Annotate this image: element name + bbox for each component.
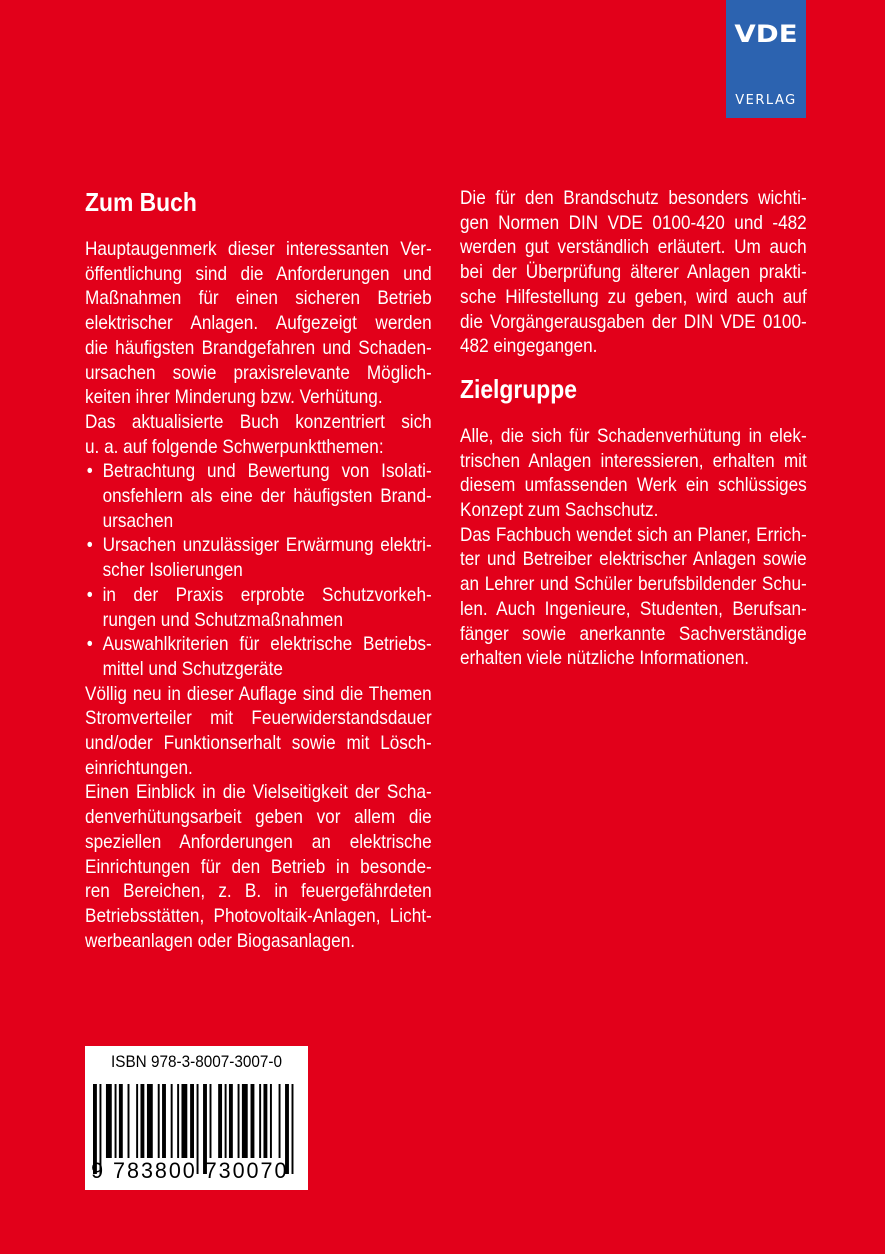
line-text: werbeanlagen oder Biogasanlagen. bbox=[85, 929, 356, 952]
barcode-bar bbox=[259, 1084, 261, 1158]
text-line bbox=[460, 424, 807, 449]
barcode-bar bbox=[190, 1084, 194, 1158]
text-line bbox=[460, 646, 807, 671]
isbn-barcode bbox=[85, 1046, 308, 1190]
barcode-bar bbox=[147, 1084, 153, 1158]
text-line bbox=[460, 572, 807, 597]
text-line bbox=[85, 706, 432, 731]
text-line bbox=[460, 310, 807, 335]
line-text: Alle, die sich für Schadenverhütung in elek- bbox=[460, 424, 807, 447]
logo-vde-text: VDE bbox=[734, 20, 798, 48]
line-text: ursachen bbox=[102, 509, 174, 532]
text-line bbox=[460, 473, 807, 498]
text-line bbox=[85, 558, 432, 583]
line-text: Das Fachbuch wendet sich an Planer, Errich- bbox=[460, 523, 807, 546]
line-text: onsfehlern als eine der häufigsten Brand- bbox=[102, 485, 432, 508]
bullet-icon: • bbox=[86, 633, 93, 656]
bullet-icon: • bbox=[86, 583, 93, 606]
right-column bbox=[460, 186, 807, 671]
text-line bbox=[85, 410, 432, 435]
barcode-bar bbox=[171, 1084, 173, 1158]
line-text: rungen und Schutzmaßnahmen bbox=[102, 608, 343, 631]
line-text: ter und Betreiber elektrischer Anlagen sowie bbox=[460, 548, 807, 571]
line-text: ursachen sowie praxisrelevante Möglich- bbox=[85, 361, 432, 384]
barcode-bar bbox=[270, 1084, 272, 1158]
line-text: denverhütungsarbeit geben vor allem die bbox=[85, 806, 432, 829]
barcode-bar bbox=[238, 1084, 240, 1158]
barcode-bar bbox=[229, 1084, 233, 1158]
text-line bbox=[460, 235, 807, 260]
line-text: Hauptaugenmerk dieser interessanten Ver- bbox=[85, 238, 432, 260]
text-line bbox=[85, 682, 432, 707]
line-text: und/oder Funktionserhalt sowie mit Lösch- bbox=[85, 732, 432, 755]
line-text: Einrichtungen für den Betrieb in besonde- bbox=[85, 855, 432, 878]
line-text: 482 eingegangen. bbox=[460, 335, 598, 358]
line-text: u. a. auf folgende Schwerpunktthemen: bbox=[85, 435, 384, 458]
text-line bbox=[85, 311, 432, 336]
barcode-bar bbox=[242, 1084, 248, 1158]
line-text: Völlig neu in dieser Auflage sind die Themen bbox=[85, 682, 432, 705]
line-text: erhalten viele nützliche Informationen. bbox=[460, 647, 750, 670]
line-text: keiten ihrer Minderung bzw. Verhütung. bbox=[85, 386, 383, 409]
text-line bbox=[85, 237, 432, 262]
text-line bbox=[85, 657, 432, 682]
text-line bbox=[85, 286, 432, 311]
line-text: Konzept zum Sachschutz. bbox=[460, 499, 659, 522]
line-text: Maßnahmen für einen sicheren Betrieb bbox=[85, 287, 432, 310]
bullet-item-line bbox=[85, 459, 432, 484]
line-text: sche Hilfestellung zu geben, wird auch auf bbox=[460, 285, 807, 308]
text-line bbox=[460, 186, 807, 211]
line-text: Betrachtung und Bewertung von Isolati- bbox=[102, 460, 432, 483]
text-line bbox=[460, 622, 807, 647]
barcode-bar bbox=[251, 1084, 255, 1158]
text-line bbox=[85, 855, 432, 880]
text-line bbox=[460, 547, 807, 572]
text-line bbox=[460, 334, 807, 359]
line-text: werden gut verständlich erläutert. Um auch bbox=[460, 236, 807, 259]
text-line bbox=[85, 756, 432, 781]
text-line bbox=[85, 879, 432, 904]
line-text: Das aktualisierte Buch konzentriert sich bbox=[85, 410, 432, 433]
barcode-bar bbox=[106, 1084, 112, 1158]
barcode-bar bbox=[181, 1084, 187, 1158]
line-text: Einen Einblick in die Vielseitigkeit der Scha- bbox=[85, 781, 432, 804]
text-line bbox=[85, 435, 432, 460]
text-line bbox=[85, 731, 432, 756]
line-text: die Vorgängerausgaben der DIN VDE 0100- bbox=[460, 310, 807, 333]
zielgruppe-text bbox=[460, 424, 807, 671]
text-line bbox=[85, 830, 432, 855]
line-text: mittel und Schutzgeräte bbox=[102, 657, 283, 680]
barcode-bar bbox=[218, 1084, 222, 1158]
line-text: an Lehrer und Schüler berufsbildender Schu- bbox=[460, 573, 807, 596]
text-line bbox=[460, 285, 807, 310]
barcode-bar bbox=[128, 1084, 130, 1158]
line-text: öffentlichung sind die Anforderungen und bbox=[85, 262, 432, 285]
bullet-item-line bbox=[85, 632, 432, 657]
text-line bbox=[85, 780, 432, 805]
text-line bbox=[85, 484, 432, 509]
barcode-bar bbox=[263, 1084, 267, 1158]
bullet-item-line bbox=[85, 583, 432, 608]
vde-verlag-logo bbox=[726, 0, 806, 118]
text-line bbox=[85, 929, 432, 954]
barcode-digits: 9 783800 730070 bbox=[91, 1158, 289, 1183]
isbn-label: ISBN 978-3-8007-3007-0 bbox=[111, 1052, 282, 1071]
bullet-icon: • bbox=[86, 460, 93, 483]
zum-buch-text bbox=[85, 237, 432, 953]
line-text: bei der Überprüfung älterer Anlagen prakti- bbox=[460, 261, 807, 284]
line-text: len. Auch Ingenieure, Studenten, Berufsan- bbox=[460, 597, 807, 620]
line-text: in der Praxis erprobte Schutzvorkeh- bbox=[102, 583, 432, 606]
bullet-item-line bbox=[85, 533, 432, 558]
line-text: Betriebsstätten, Photovoltaik-Anlagen, Licht- bbox=[85, 904, 432, 927]
text-line bbox=[85, 262, 432, 287]
barcode-bar bbox=[162, 1084, 166, 1158]
text-line bbox=[460, 449, 807, 474]
barcode-bar bbox=[279, 1084, 281, 1158]
line-text: diesem umfassenden Werk ein schlüssiges bbox=[460, 474, 807, 497]
line-text: elektrischer Anlagen. Aufgezeigt werden bbox=[85, 312, 432, 335]
line-text: Stromverteiler mit Feuerwiderstandsdauer bbox=[85, 707, 432, 730]
line-text: gen Normen DIN VDE 0100-420 und -482 bbox=[460, 211, 807, 234]
barcode-bar bbox=[158, 1084, 160, 1158]
heading-zum-buch: Zum Buch bbox=[85, 187, 197, 217]
line-text: speziellen Anforderungen an elektrische bbox=[85, 830, 432, 853]
text-line bbox=[85, 361, 432, 386]
text-line bbox=[460, 498, 807, 523]
logo-verlag-text: VERLAG bbox=[735, 93, 797, 108]
text-line bbox=[460, 260, 807, 285]
text-line bbox=[85, 385, 432, 410]
line-text: Auswahlkriterien für elektrische Betriebs- bbox=[102, 633, 432, 656]
text-line bbox=[85, 904, 432, 929]
text-line bbox=[85, 509, 432, 534]
line-text: ren Bereichen, z. B. in feuergefährdeten bbox=[85, 880, 432, 903]
line-text: Die für den Brandschutz besonders wichti- bbox=[460, 187, 807, 209]
norms-text bbox=[460, 186, 807, 359]
line-text: fänger sowie anerkannte Sachverständige bbox=[460, 622, 807, 645]
line-text: scher Isolierungen bbox=[102, 559, 243, 582]
text-line bbox=[85, 805, 432, 830]
left-column bbox=[85, 186, 432, 953]
barcode-bar bbox=[140, 1084, 144, 1158]
text-line bbox=[460, 211, 807, 236]
text-line bbox=[460, 597, 807, 622]
barcode-bar bbox=[210, 1084, 212, 1158]
line-text: Ursachen unzulässiger Erwärmung elektri- bbox=[102, 534, 432, 557]
barcode-bar bbox=[225, 1084, 227, 1158]
barcode-bar bbox=[136, 1084, 138, 1158]
barcode-bar bbox=[119, 1084, 123, 1158]
text-line bbox=[460, 523, 807, 548]
line-text: trischen Anlagen interessieren, erhalten mit bbox=[460, 449, 807, 472]
line-text: die häufigsten Brandgefahren und Schaden- bbox=[85, 336, 432, 359]
line-text: einrichtungen. bbox=[85, 756, 193, 779]
bullet-icon: • bbox=[86, 534, 93, 557]
heading-zielgruppe: Zielgruppe bbox=[460, 373, 577, 404]
barcode-bar bbox=[177, 1084, 179, 1158]
text-line bbox=[85, 608, 432, 633]
barcode-bar bbox=[115, 1084, 117, 1158]
text-line bbox=[85, 336, 432, 361]
